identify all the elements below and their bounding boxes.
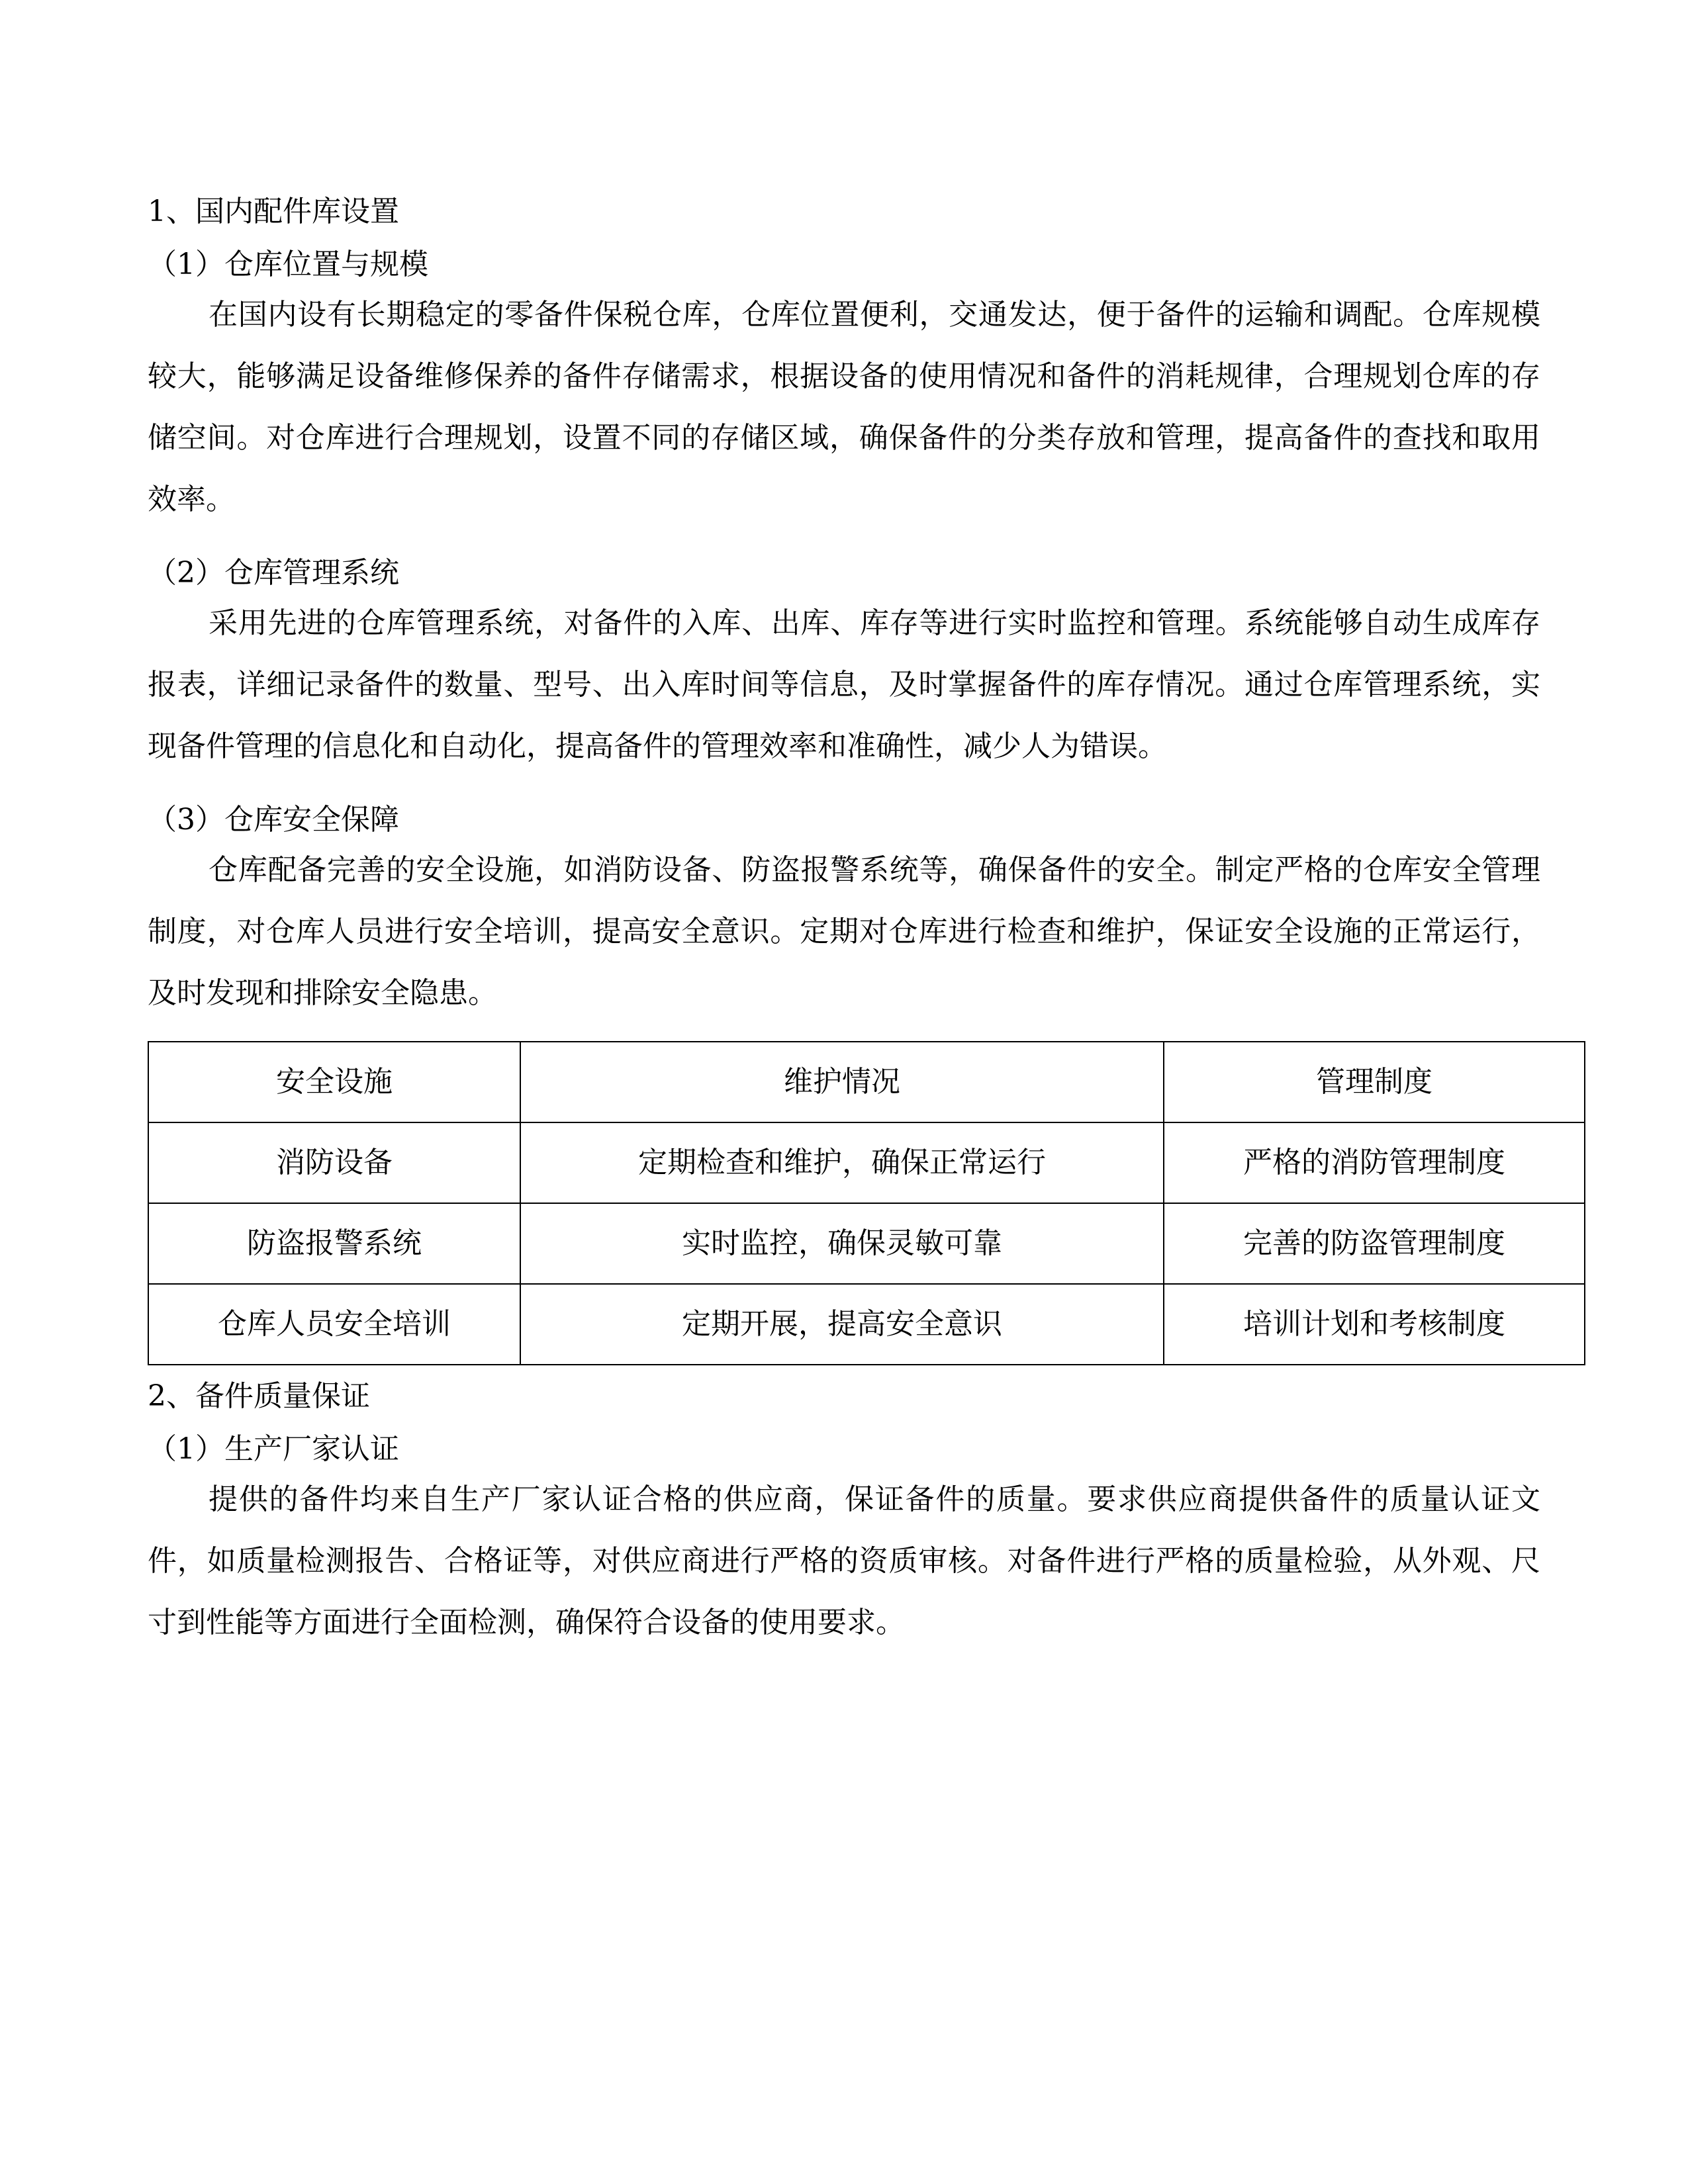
table-header-cell: 维护情况 [520, 1042, 1164, 1122]
safety-facilities-table [148, 1041, 1585, 1365]
table-header-cell: 管理制度 [1164, 1042, 1585, 1122]
table-row [148, 1203, 1585, 1284]
section-2-1-title: （1）生产厂家认证 [148, 1432, 399, 1466]
section-2-1-paragraph: 提供的备件均来自生产厂家认证合格的供应商，保证备件的质量。要求供应商提供备件的质量认证文件，如质量检测报告、合格证等，对供应商进行严格的资质审核。对备件进行严格的质量检验，从外观、尺寸到性能等方面进行全面检测，确保符合设备的使用要求。 [148, 1482, 1540, 1639]
table-cell: 实时监控，确保灵敏可靠 [520, 1203, 1164, 1284]
section-1-3-paragraph: 仓库配备完善的安全设施，如消防设备、防盗报警系统等，确保备件的安全。制定严格的仓库安全管理制度，对仓库人员进行安全培训，提高安全意识。定期对仓库进行检查和维护，保证安全设施的正常运行，及时发现和排除安全隐患。 [148, 853, 1540, 1010]
table-cell: 仓库人员安全培训 [148, 1284, 520, 1365]
section-1-title: 1、国内配件库设置 [148, 195, 399, 228]
table-row [148, 1284, 1585, 1365]
document-page [148, 195, 1540, 1664]
table-cell: 防盗报警系统 [148, 1203, 520, 1284]
section-1-2-paragraph: 采用先进的仓库管理系统，对备件的入库、出库、库存等进行实时监控和管理。系统能够自动生成库存报表，详细记录备件的数量、型号、出入库时间等信息，及时掌握备件的库存情况。通过仓库管理系统，实现备件管理的信息化和自动化，提高备件的管理效率和准确性，减少人为错误。 [148, 606, 1540, 763]
section-1-1-title: （1）仓库位置与规模 [148, 248, 428, 281]
table-cell: 定期检查和维护，确保正常运行 [520, 1122, 1164, 1203]
table-cell: 消防设备 [148, 1122, 520, 1203]
section-1-1-paragraph: 在国内设有长期稳定的零备件保税仓库，仓库位置便利，交通发达，便于备件的运输和调配。仓库规模较大，能够满足设备维修保养的备件存储需求，根据设备的使用情况和备件的消耗规律，合理规划仓库的存储空间。对仓库进行合理规划，设置不同的存储区域，确保备件的分类存放和管理，提高备件的查找和取用效率。 [148, 298, 1540, 516]
table-row [148, 1122, 1585, 1203]
table-cell: 完善的防盗管理制度 [1164, 1203, 1585, 1284]
table-cell: 培训计划和考核制度 [1164, 1284, 1585, 1365]
table-cell: 严格的消防管理制度 [1164, 1122, 1585, 1203]
table-header-row [148, 1042, 1585, 1122]
section-1-3-title: （3）仓库安全保障 [148, 803, 399, 837]
section-2-title: 2、备件质量保证 [148, 1379, 370, 1413]
table-cell: 定期开展，提高安全意识 [520, 1284, 1164, 1365]
section-1-2-title: （2）仓库管理系统 [148, 556, 399, 590]
table-header-cell: 安全设施 [148, 1042, 520, 1122]
